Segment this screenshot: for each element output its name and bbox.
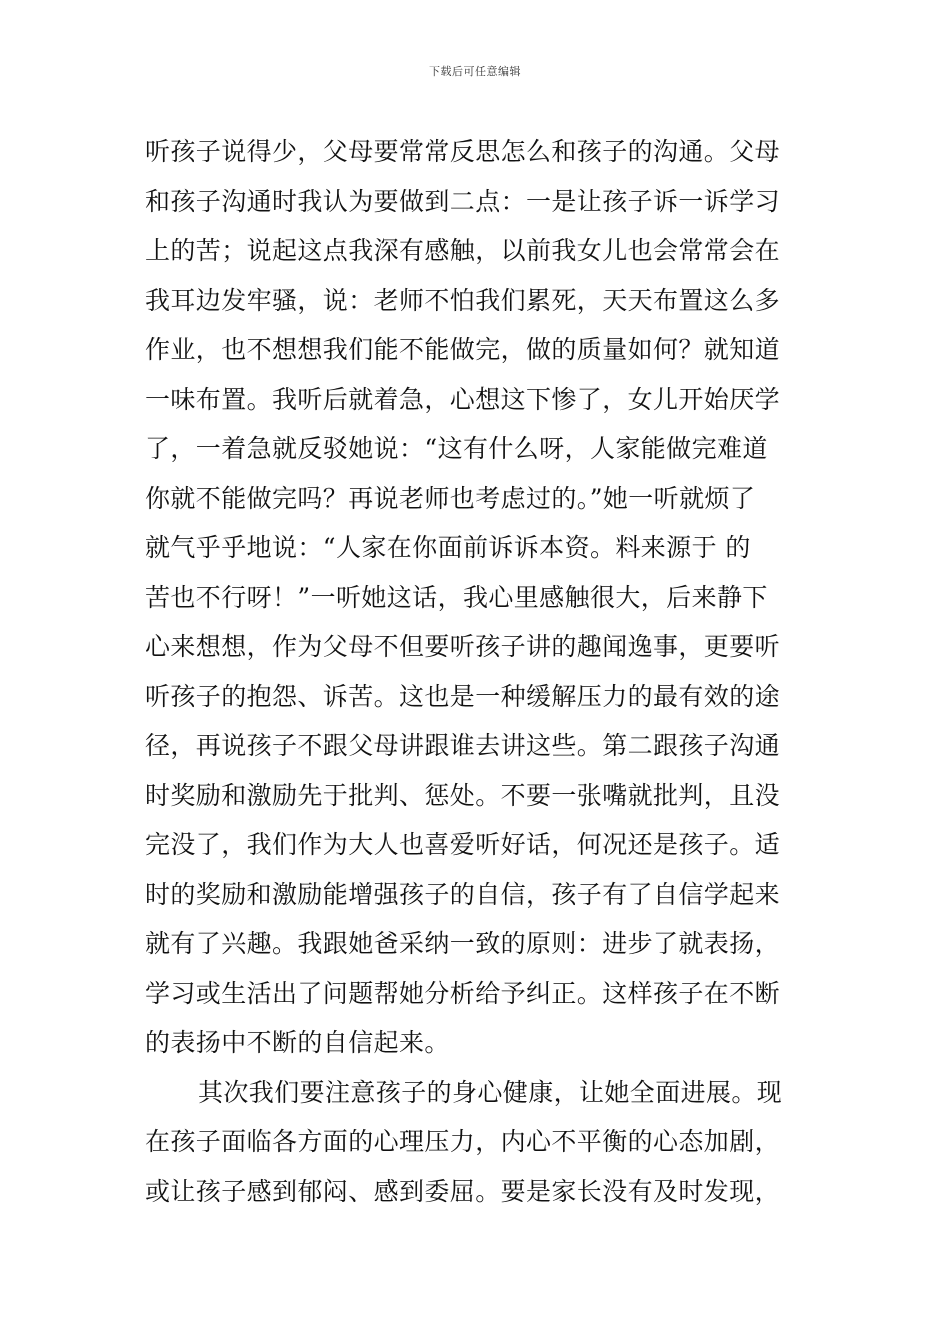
text-line: 或让孩子感到郁闷、感到委屈。要是家长没有及时发现，: [145, 1176, 781, 1206]
text-line: 一味布置。我听后就着急，心想这下惨了，女儿开始厌学: [145, 384, 781, 414]
text-line: 听孩子说得少，父母要常常反思怎么和孩子的沟通。父母: [145, 137, 781, 166]
text-line: 心来想想，作为父母不但要听孩子讲的趣闻逸事，更要听: [145, 632, 781, 661]
text-line: 时的奖励和激励能增强孩子的自信，孩子有了自信学起来: [145, 879, 781, 909]
text-line: 你就不能做完吗？再说老师也考虑过的。”她一听就烦了: [145, 483, 756, 513]
paragraph-1: [145, 127, 809, 1068]
text-line: 上的苦；说起这点我深有感触，以前我女儿也会常常会在: [145, 236, 781, 265]
text-line: 在孩子面临各方面的心理压力，内心不平衡的心态加剧，: [145, 1127, 781, 1156]
text-line: 学习或生活出了问题帮她分析给予纠正。这样孩子在不断: [145, 978, 781, 1008]
text-line: 听孩子的抱怨、诉苦。这也是一种缓解压力的最有效的途: [145, 681, 781, 711]
text-line: 和孩子沟通时我认为要做到二点：一是让孩子诉一诉学习: [145, 186, 781, 216]
text-line: 径，再说孩子不跟父母讲跟谁去讲这些。第二跟孩子沟通: [145, 731, 781, 760]
text-line: 的表扬中不断的自信起来。: [145, 1028, 450, 1057]
paragraph-2: [145, 1068, 809, 1217]
text-line: 就有了兴趣。我跟她爸采纳一致的原则：进步了就表扬，: [145, 929, 781, 958]
page-header: 下载后可任意编辑: [429, 65, 521, 78]
text-line: 完没了，我们作为大人也喜爱听好话，何况还是孩子。适: [145, 830, 781, 859]
text-line: 其次我们要注意孩子的身心健康，让她全面进展。现: [198, 1077, 783, 1107]
text-line: 作业，也不想想我们能不能做完，做的质量如何？就知道: [145, 335, 781, 364]
text-line: 我耳边发牢骚，说：老师不怕我们累死，天天布置这么多: [145, 285, 781, 315]
body-text: [145, 127, 809, 1216]
text-line: 苦也不行呀！”一听她这话，我心里感触很大，后来静下: [145, 582, 768, 612]
text-line: 就气乎乎地说：“人家在你面前诉诉本资。料来源于 的: [145, 533, 751, 562]
text-line: 时奖励和激励先于批判、惩处。不要一张嘴就批判，且没: [145, 780, 781, 810]
text-line: 了，一着急就反驳她说：“这有什么呀，人家能做完难道: [145, 434, 768, 463]
